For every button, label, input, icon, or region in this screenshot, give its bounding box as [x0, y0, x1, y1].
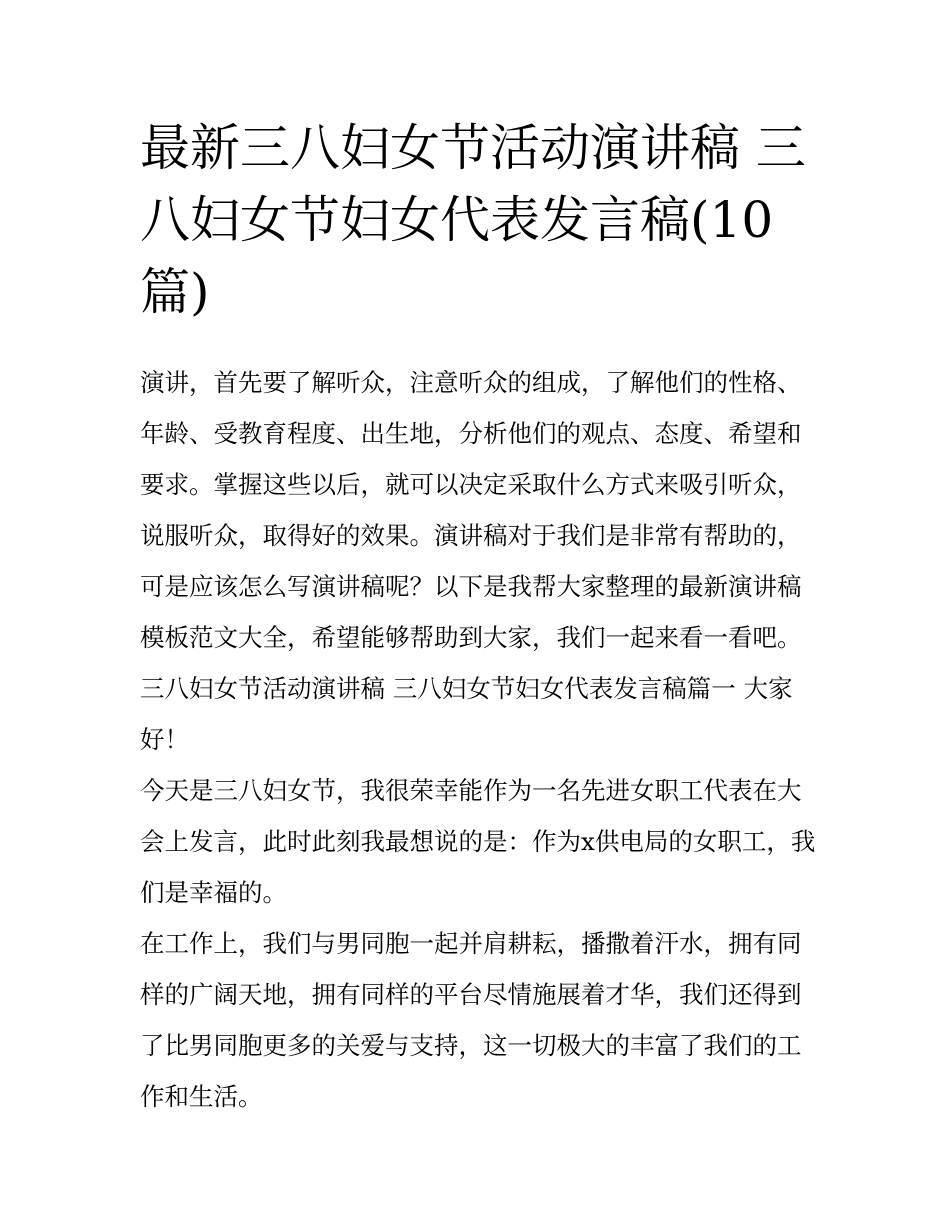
paragraph-section-heading: 三八妇女节活动演讲稿 三八妇女节妇女代表发言稿篇一 大家好！	[140, 674, 793, 754]
document-body	[140, 357, 820, 1122]
paragraph-speech-opening: 今天是三八妇女节，我很荣幸能作为一名先进女职工代表在大会上发言，此时此刻我最想说的是：作为x供电局的女职工，我们是幸福的。	[140, 776, 816, 907]
paragraph-intro: 演讲，首先要了解听众，注意听众的组成，了解他们的性格、年龄、受教育程度、出生地，分析他们的观点、态度、希望和要求。掌握这些以后，就可以决定采取什么方式来吸引听众，说服听众，取得好的效果。演讲稿对于我们是非常有帮助的，可是应该怎么写演讲稿呢？以下是我帮大家整理的最新演讲稿模板范文大全，希望能够帮助到大家，我们一起来看一看吧。	[140, 368, 802, 652]
paragraph-work: 在工作上，我们与男同胞一起并肩耕耘，播撒着汗水，拥有同样的广阔天地，拥有同样的平台尽情施展着才华，我们还得到了比男同胞更多的关爱与支持，这一切极大的丰富了我们的工作和生活。	[140, 929, 802, 1111]
document-title: 最新三八妇女节活动演讲稿 三八妇女节妇女代表发言稿(10篇)	[140, 119, 806, 321]
